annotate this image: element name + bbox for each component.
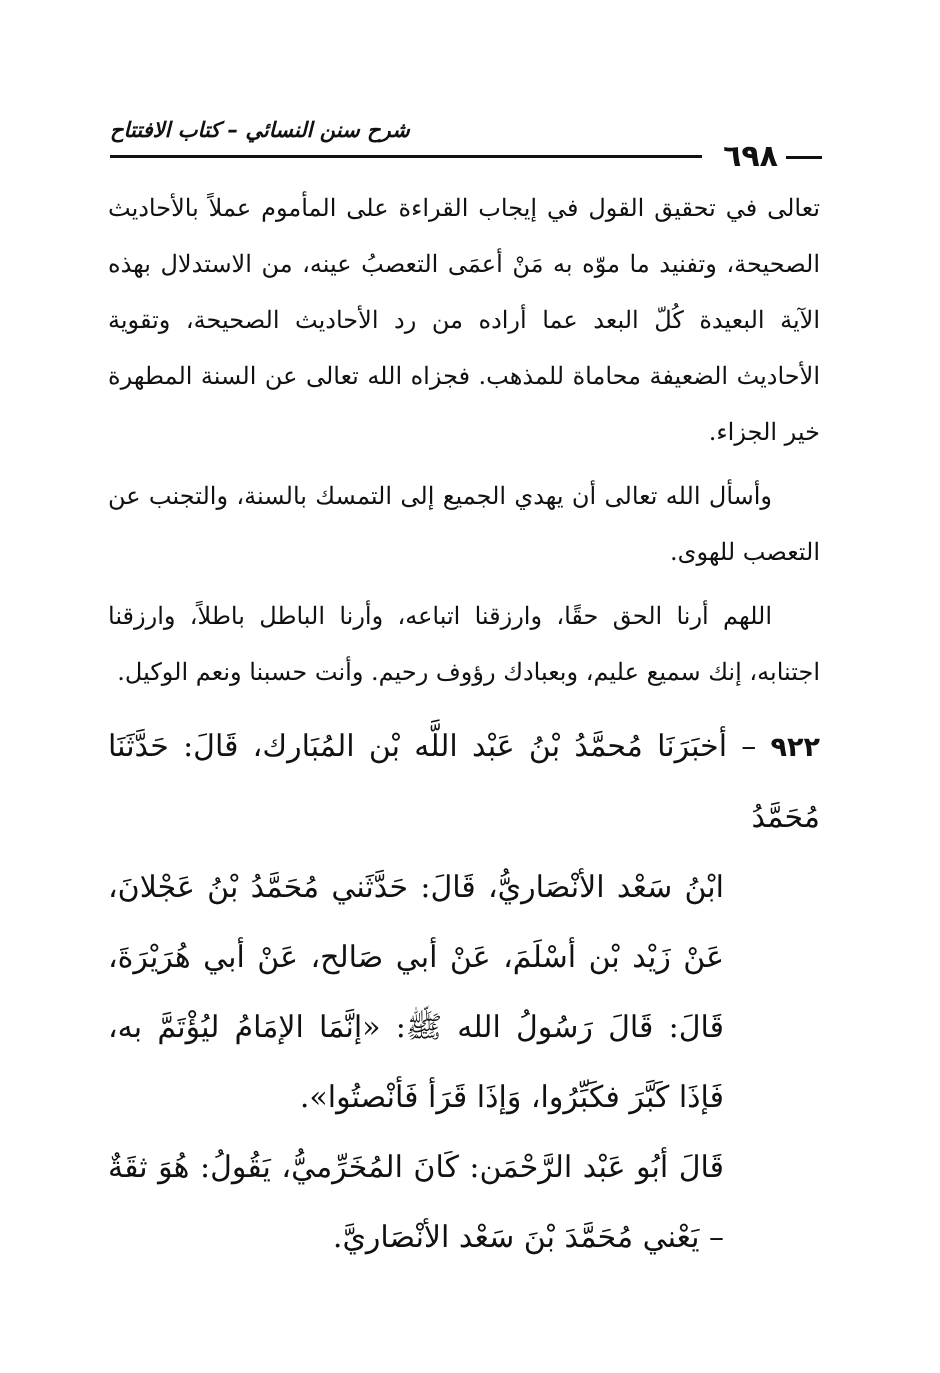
hadith-first-line: أخبَرَنَا مُحمَّدُ بْنُ عَبْد اللَّه بْن المُبَارك، قَالَ: حَدَّثَنَا مُحَمَّدُ xyxy=(108,729,820,835)
hadith-number: ٩٢٢ xyxy=(770,732,820,763)
header-rule xyxy=(110,155,702,158)
paragraph-3: اللهم أرنا الحق حقًا، وارزقنا اتباعه، وأرنا الباطل باطلاً، وارزقنا اجتنابه، إنك سميع عليم، وبعبادك رؤوف رحيم. وأنت حسبنا ونعم الوكيل. xyxy=(108,602,820,686)
page-body xyxy=(108,180,820,1273)
hadith-dash: – xyxy=(727,729,757,764)
hadith-comment: قَالَ أبُو عَبْد الرَّحْمَن: كَانَ المُخَرِّميُّ، يَقُولُ: هُوَ ثقَةٌ – يَعْني مُحَمَّدَ بْنَ سَعْد الأنْصَاريَّ. xyxy=(108,1150,724,1255)
page-number-dash xyxy=(786,156,822,159)
page-number-text: ٦٩٨ xyxy=(723,139,778,174)
page-header xyxy=(110,110,822,174)
hadith-block xyxy=(108,712,820,1133)
page-number xyxy=(723,140,822,174)
running-title: شرح سنن النسائي – كتاب الافتتاح xyxy=(110,118,410,142)
paragraph-1: تعالى في تحقيق القول في إيجاب القراءة على المأموم عملاً بالأحاديث الصحيحة، وتفنيد ما موّه به مَنْ أعمَى التعصبُ عينه، من الاستدلال بهذه الآية البعيدة كُلّ البعد عما أراده من رد الأحاديث الصحيحة، وتقوية الأحاديث الضعيفة محاماة للمذهب. فجزاه الله تعالى عن السنة المطهرة خير الجزاء. xyxy=(108,194,821,446)
hadith-text: ابْنُ سَعْد الأنْصَاريُّ، قَالَ: حَدَّثَني مُحَمَّدُ بْنُ عَجْلانَ، عَنْ زَيْد بْن أسْلَمَ، عَنْ أبي صَالح، عَنْ أبي هُرَيْرَةَ، قَالَ: قَالَ رَسُولُ الله ﷺ: «إنَّمَا الإمَامُ ليُؤْتَمَّ به، فَإذَا كَبَّرَ فكَبِّرُوا، وَإذَا قَرَأ فَأنْصتُوا». xyxy=(108,870,724,1115)
paragraph-2: وأسأل الله تعالى أن يهدي الجميع إلى التمسك بالسنة، والتجنب عن التعصب للهوى. xyxy=(108,482,820,566)
